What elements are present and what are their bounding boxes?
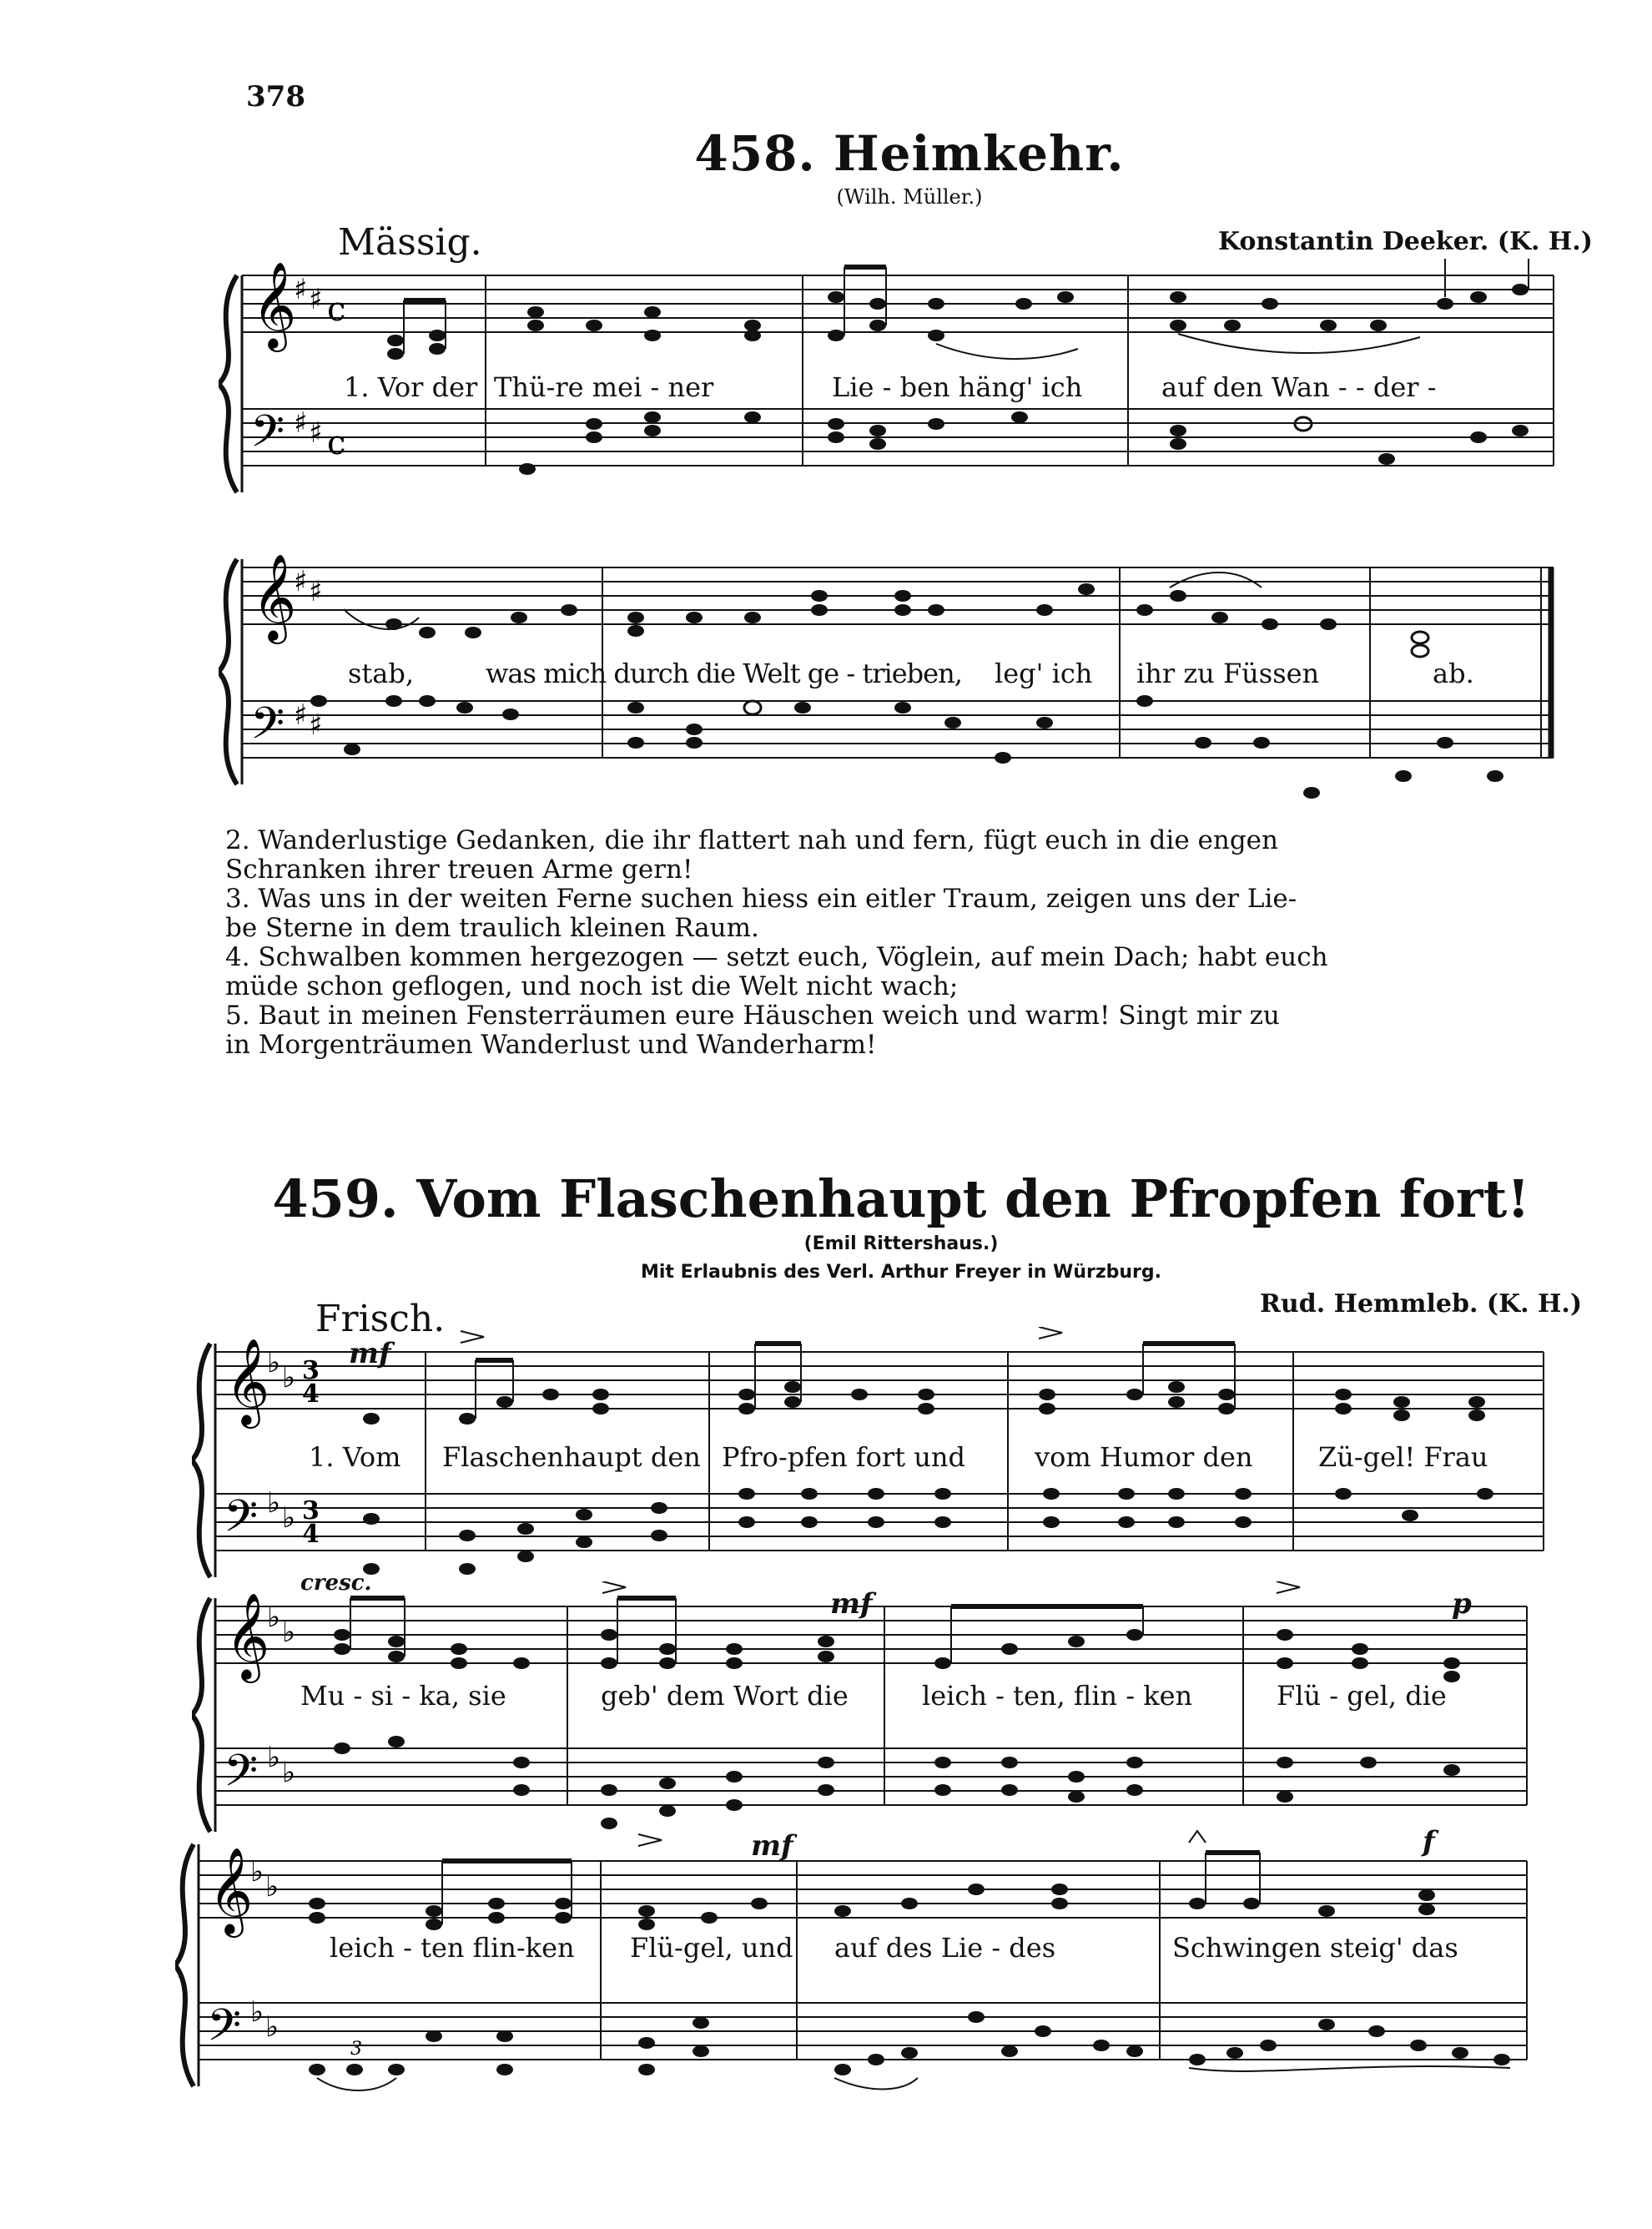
svg-text:♭: ♭ [267, 1741, 281, 1774]
song-poet-459: (Emil Rittershaus.) [803, 1233, 999, 1254]
svg-text:4: 4 [302, 1379, 320, 1409]
lyric: leg' ich [995, 658, 1093, 689]
svg-text:c: c [327, 424, 346, 462]
svg-text:♭: ♭ [265, 2010, 280, 2044]
lyric: Thü-re mei - ner [494, 371, 714, 403]
svg-text:𝄢: 𝄢 [224, 1491, 259, 1553]
lyric: Schwingen steig' das [1172, 1932, 1458, 1964]
svg-text:♭: ♭ [267, 1486, 281, 1520]
verse-line: be Sterne in dem traulich kleinen Raum. [225, 913, 759, 943]
svg-text:♯: ♯ [294, 565, 308, 598]
dynamic-marking: mf [751, 1829, 793, 1863]
dynamic-marking: p [1452, 1587, 1472, 1621]
lyric: ihr zu Füssen [1136, 658, 1320, 689]
lyric: was mich durch die Welt ge - trieben, [486, 658, 962, 689]
lyric: Lie - ben häng' ich [832, 371, 1083, 403]
verse-line: müde schon geflogen, und noch ist die Welt nicht wach; [225, 971, 959, 1001]
lyric: Mu - si - ka, sie [300, 1680, 506, 1712]
dynamic-marking: mf [830, 1587, 873, 1621]
svg-text:♯: ♯ [309, 575, 323, 608]
svg-text:♭: ♭ [267, 1601, 281, 1634]
svg-text:♭: ♭ [265, 1870, 280, 1904]
svg-text:♭: ♭ [267, 1346, 281, 1379]
svg-text:c: c [327, 290, 346, 329]
svg-text:𝄞: 𝄞 [252, 553, 297, 641]
lyric: geb' dem Wort die [601, 1680, 849, 1712]
lyric: Flü-gel, und [630, 1932, 793, 1964]
dynamic-marking: f [1423, 1825, 1435, 1858]
svg-text:♭: ♭ [282, 1361, 296, 1394]
svg-text:𝄞: 𝄞 [225, 1338, 270, 1425]
lyric: 1. Vom [309, 1441, 401, 1473]
svg-text:♯: ♯ [294, 273, 308, 306]
lyric: Pfro-pfen fort und [722, 1441, 965, 1473]
svg-text:𝄞: 𝄞 [225, 1592, 270, 1680]
verse-line: 4. Schwalben kommen hergezogen — setzt euch, Vöglein, auf mein Dach; habt euch [225, 942, 1328, 972]
verse-line: Schranken ihrer treuen Arme gern! [225, 855, 693, 885]
svg-text:𝄞: 𝄞 [209, 1847, 254, 1934]
tempo-marking-458: Mässig. [338, 221, 482, 264]
svg-text:♭: ♭ [282, 1501, 296, 1535]
svg-text:♯: ♯ [294, 406, 308, 440]
song-title-459: 459. Vom Flaschenhaupt den Pfropfen fort! [272, 1168, 1530, 1229]
svg-text:4: 4 [302, 1520, 320, 1549]
lyric: leich - ten flin-ken [330, 1932, 575, 1964]
song-title-458: 458. Heimkehr. [694, 125, 1125, 182]
song-poet-458: (Wilh. Müller.) [836, 185, 983, 209]
svg-text:♭: ♭ [250, 1995, 264, 2029]
svg-text:3: 3 [302, 1356, 320, 1385]
svg-text:♯: ♯ [294, 698, 308, 732]
svg-text:𝄞: 𝄞 [252, 261, 297, 349]
dynamic-marking: mf [349, 1337, 391, 1370]
dynamic-cresc: cresc. [300, 1571, 372, 1596]
svg-text:𝄢: 𝄢 [250, 698, 285, 760]
svg-text:𝄢: 𝄢 [224, 1746, 259, 1808]
svg-text:♭: ♭ [250, 1855, 264, 1889]
lyric: leich - ten, flin - ken [922, 1680, 1193, 1712]
lyric: auf des Lie - des [834, 1932, 1056, 1964]
composer-459: Rud. Hemmleb. (K. H.) [1260, 1289, 1583, 1319]
score-system-459-3 [175, 1828, 1560, 2111]
verse-line: in Morgenträumen Wanderlust und Wanderharm! [225, 1030, 877, 1060]
svg-text:♯: ♯ [309, 709, 323, 742]
lyric: Zü-gel! Frau [1318, 1441, 1488, 1473]
page-number: 378 [246, 80, 305, 113]
lyric: stab, [348, 658, 415, 689]
additional-verses-458 [225, 826, 1560, 1060]
verse-line: 5. Baut in meinen Fensterräumen eure Häuschen weich und warm! Singt mir zu [225, 1001, 1280, 1031]
composer-458: Konstantin Deeker. (K. H.) [1218, 227, 1593, 256]
lyric: 1. Vor der [344, 371, 478, 403]
svg-text:𝄢: 𝄢 [207, 2000, 242, 2062]
verse-line: 3. Was uns in der weiten Ferne suchen hiess ein eitler Traum, zeigen uns der Lie- [225, 884, 1297, 914]
score-system-459-2 [192, 1581, 1560, 1857]
svg-text:♭: ♭ [282, 1616, 296, 1649]
svg-text:♭: ♭ [282, 1756, 296, 1789]
lyric: auf den Wan - - der - [1161, 371, 1437, 403]
svg-text:𝄢: 𝄢 [250, 406, 285, 468]
svg-text:♯: ♯ [309, 283, 323, 316]
svg-text:3: 3 [302, 1496, 320, 1526]
lyric: vom Humor den [1035, 1441, 1253, 1473]
svg-text:♯: ♯ [309, 416, 323, 450]
lyric: Flü - gel, die [1277, 1680, 1447, 1712]
tempo-marking-459: Frisch. [315, 1298, 446, 1340]
lyric: Flaschenhaupt den [442, 1441, 701, 1473]
permission-note-459: Mit Erlaubnis des Verl. Arthur Freyer in Würzburg. [640, 1262, 1161, 1283]
verse-line: 2. Wanderlustige Gedanken, die ihr flattert nah und fern, fügt euch in die engen [225, 825, 1278, 855]
svg-text:3: 3 [350, 2039, 362, 2060]
lyric: ab. [1433, 658, 1474, 689]
